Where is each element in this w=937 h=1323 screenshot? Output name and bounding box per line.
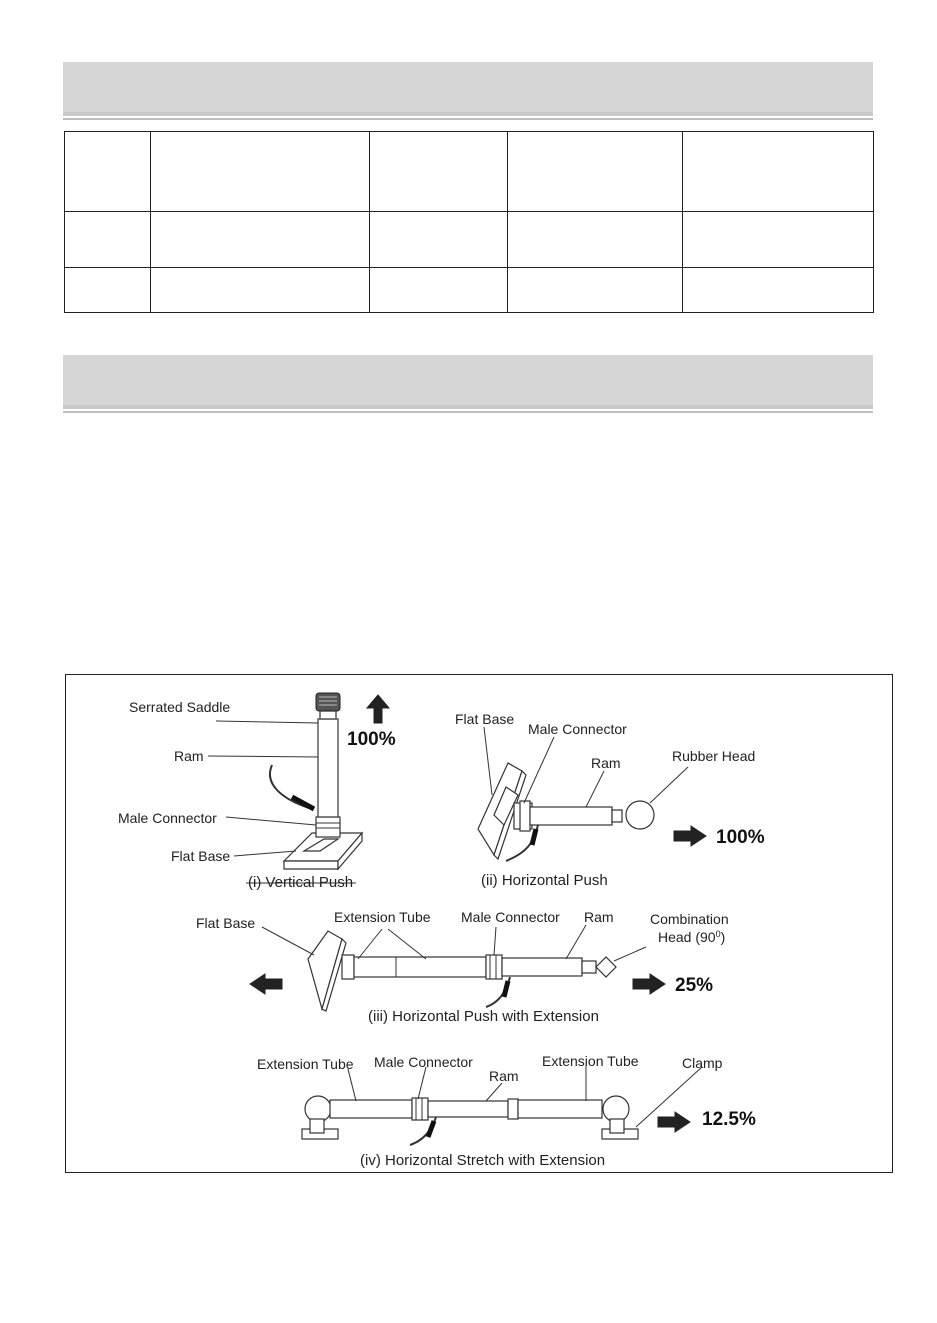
table-cell: [508, 267, 683, 312]
caption-horizontal-push: (ii) Horizontal Push: [481, 872, 608, 889]
label-combination-head-line2: Head $(90^0)$: [658, 929, 726, 945]
horizontal-push-extension-illustration: [250, 925, 665, 1011]
spec-table: [64, 131, 874, 313]
table-cell: [683, 132, 874, 212]
table-cell: [683, 212, 874, 267]
right-arrow-icon: [633, 974, 665, 994]
percentage-vertical: 100%: [347, 729, 396, 750]
section-header-bar-2: [63, 355, 873, 409]
left-arrow-icon: [250, 974, 282, 994]
label-ram: Ram: [174, 748, 204, 764]
label-extension-tube-2: Extension Tube: [257, 1056, 354, 1072]
label-clamp: Clamp: [682, 1055, 723, 1071]
percentage-stretch: 12.5%: [702, 1109, 756, 1130]
table-cell: [65, 212, 151, 267]
vertical-push-illustration: [208, 693, 389, 883]
table-cell: [65, 132, 151, 212]
label-rubber-head: Rubber Head: [672, 748, 756, 764]
label-male-connector-3: Male Connector: [461, 909, 560, 925]
ram-shape: [530, 807, 612, 825]
table-cell: [370, 132, 508, 212]
label-combination-head: Combination: [650, 911, 729, 927]
clamp-shape: [305, 1096, 331, 1122]
label-ram-4: Ram: [489, 1068, 519, 1084]
serrated-saddle-shape: [316, 693, 340, 711]
label-flat-base-2: Flat Base: [455, 711, 515, 727]
label-ram-2: Ram: [591, 755, 621, 771]
table-cell: [151, 132, 370, 212]
table-row: [65, 212, 874, 267]
ram-shape: [502, 958, 582, 976]
caption-vertical-push: (i) Vertical Push: [248, 874, 354, 891]
clamp-shape: [603, 1096, 629, 1122]
jack-configuration-figure: [65, 674, 893, 1173]
ram-shape: [318, 719, 338, 817]
section-header-bar-1: [63, 62, 873, 116]
table-cell: [683, 267, 874, 312]
label-serrated-saddle: Serrated Saddle: [129, 699, 231, 715]
combination-head-shape: [596, 957, 616, 977]
right-arrow-icon: [674, 826, 706, 846]
label-male-connector-4: Male Connector: [374, 1054, 473, 1070]
table-cell: [151, 267, 370, 312]
percentage-horizontal: 100%: [716, 827, 765, 848]
table-cell: [65, 267, 151, 312]
label-flat-base-3: Flat Base: [196, 915, 256, 931]
rubber-head-shape: [626, 801, 654, 829]
extension-tube-shape: [518, 1100, 602, 1118]
extension-tube-shape: [354, 957, 486, 977]
table-cell: [508, 132, 683, 212]
label-ram-3: Ram: [584, 909, 614, 925]
extension-tube-shape: [330, 1100, 412, 1118]
percentage-horizontal-extension: 25%: [675, 975, 714, 996]
label-extension-tube: Extension Tube: [334, 909, 431, 925]
up-arrow-icon: [367, 695, 389, 723]
label-flat-base: Flat Base: [171, 848, 231, 864]
table-cell: [370, 212, 508, 267]
table-row: [65, 267, 874, 312]
ram-shape: [428, 1101, 508, 1117]
table-row: [65, 132, 874, 212]
right-arrow-icon: [658, 1112, 690, 1132]
table-cell: [370, 267, 508, 312]
table-cell: [508, 212, 683, 267]
label-male-connector-2: Male Connector: [528, 721, 627, 737]
caption-horizontal-push-extension: (iii) Horizontal Push with Extension: [368, 1008, 599, 1025]
figure-canvas: [66, 675, 894, 1174]
caption-horizontal-stretch: (iv) Horizontal Stretch with Extension: [360, 1152, 606, 1169]
label-extension-tube-3: Extension Tube: [542, 1053, 639, 1069]
table-cell: [151, 212, 370, 267]
label-male-connector: Male Connector: [118, 810, 217, 826]
